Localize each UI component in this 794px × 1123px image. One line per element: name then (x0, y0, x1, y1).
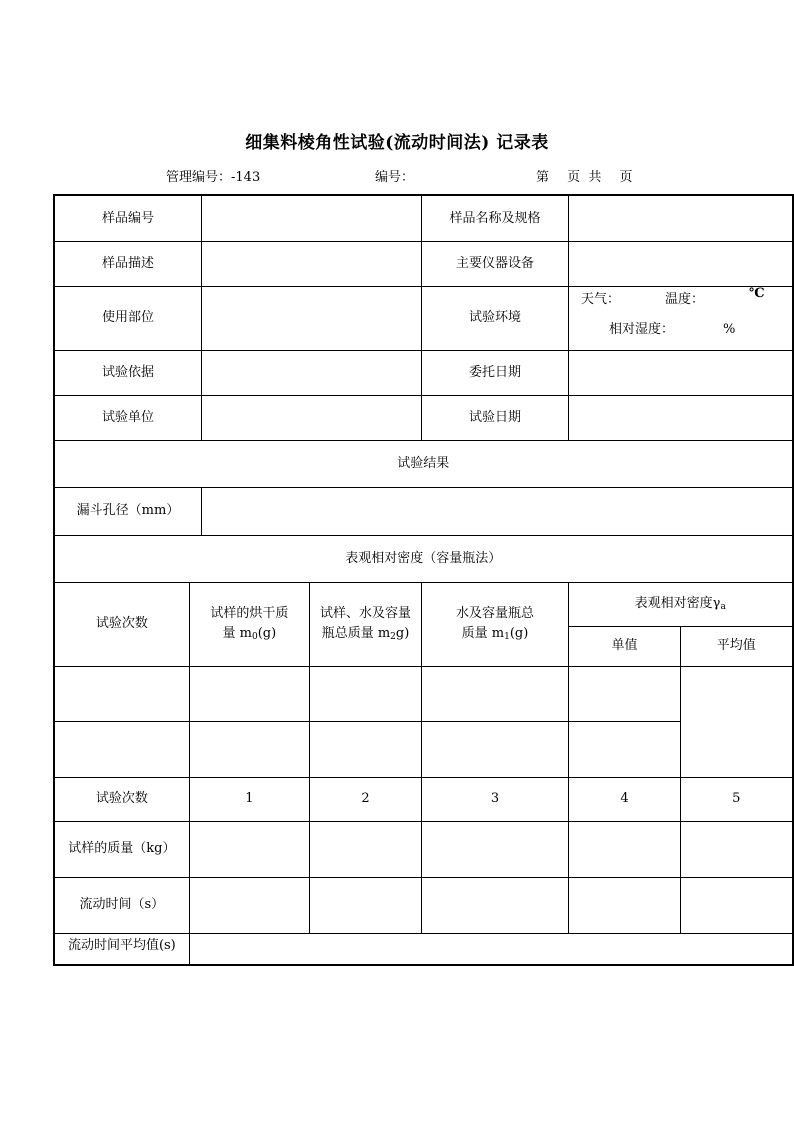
dry-mass-label-3: (g) (257, 625, 277, 641)
density-header-row-1 (54, 582, 793, 626)
flow-time-3[interactable] (422, 877, 569, 933)
basis-label: 试验依据 (54, 350, 202, 395)
sample-mass-3[interactable] (422, 821, 569, 877)
density-row1-single[interactable] (569, 666, 681, 721)
trial-1: 1 (189, 777, 309, 821)
sample-mass-label: 试样的质量（kg） (54, 821, 189, 877)
sample-mass-4[interactable] (569, 821, 681, 877)
total-mass-sub: 2 (390, 631, 396, 642)
density-row1-total-mass[interactable] (310, 666, 422, 721)
test-date-label: 试验日期 (422, 395, 569, 440)
density-row2-total-mass[interactable] (310, 721, 422, 777)
humidity-unit: % (723, 322, 736, 337)
page-count (536, 166, 632, 185)
main-equipment-field[interactable] (569, 241, 793, 286)
density-row2-water-mass[interactable] (422, 721, 569, 777)
flow-time-2[interactable] (310, 877, 422, 933)
temperature-label: 温度： (665, 292, 705, 307)
density-average-field[interactable] (681, 666, 793, 777)
main-equipment-label: 主要仪器设备 (422, 241, 569, 286)
sample-mass-2[interactable] (310, 821, 422, 877)
density-title-row (54, 535, 793, 582)
test-unit-row (54, 395, 793, 440)
sample-mass-1[interactable] (189, 821, 309, 877)
sample-mass-row (54, 821, 793, 877)
management-number-value: -143 (231, 170, 261, 185)
dry-mass-sub: 0 (251, 631, 258, 642)
weather-label: 天气： (581, 292, 621, 307)
usage-row (54, 286, 793, 350)
results-title-row (54, 440, 793, 487)
density-row2-count[interactable] (54, 721, 189, 777)
flow-count-row (54, 777, 793, 821)
sample-no-field[interactable] (202, 195, 422, 241)
flow-time-4[interactable] (569, 877, 681, 933)
apparent-density-sub: a (720, 601, 726, 612)
dry-mass-label-2: 量 m (222, 625, 252, 641)
page-label-4: 页 (619, 170, 633, 185)
sample-name-field[interactable] (569, 195, 793, 241)
single-value-label: 单值 (569, 626, 681, 666)
basis-row (54, 350, 793, 395)
density-row1-water-mass[interactable] (422, 666, 569, 721)
results-title: 试验结果 (54, 440, 793, 487)
management-number-label: 管理编号： (166, 170, 232, 185)
page-label-2: 页 (567, 170, 581, 185)
commission-date-field[interactable] (569, 350, 793, 395)
flow-time-avg-field[interactable] (189, 933, 792, 965)
test-env-field[interactable] (569, 286, 793, 350)
density-row1-dry-mass[interactable] (189, 666, 309, 721)
flow-time-5[interactable] (681, 877, 793, 933)
test-date-field[interactable] (569, 395, 793, 440)
test-env-label: 试验环境 (422, 286, 569, 350)
sample-no-label: 样品编号 (54, 195, 202, 241)
trial-5: 5 (681, 777, 793, 821)
funnel-row (54, 487, 793, 535)
management-number (166, 166, 260, 185)
usage-field[interactable] (202, 286, 422, 350)
total-mass-label-2: 瓶总质量 m (321, 625, 391, 641)
flow-time-1[interactable] (189, 877, 309, 933)
water-mass-label-1: 水及容量瓶总 (455, 606, 534, 621)
test-unit-label: 试验单位 (54, 395, 202, 440)
density-section-title: 表观相对密度（容量瓶法） (54, 535, 793, 582)
sample-name-label: 样品名称及规格 (422, 195, 569, 241)
commission-date-label: 委托日期 (422, 350, 569, 395)
trial-2: 2 (310, 777, 422, 821)
average-value-label: 平均值 (681, 626, 793, 666)
test-unit-field[interactable] (202, 395, 422, 440)
apparent-density-header (569, 582, 793, 626)
serial-number (375, 166, 414, 185)
page-label-1: 第 (536, 170, 550, 185)
sample-desc-row (54, 241, 793, 286)
total-mass-label-3: g) (395, 625, 410, 641)
page-title: 细集料棱角性试验(流动时间法) 记录表 (245, 133, 549, 153)
dry-mass-header (189, 582, 309, 666)
flow-time-label: 流动时间（s） (54, 877, 189, 933)
total-mass-label-1: 试样、水及容量 (319, 606, 411, 621)
humidity-label: 相对湿度： (609, 322, 675, 337)
water-mass-label-3: (g) (509, 625, 529, 641)
water-mass-header (422, 582, 569, 666)
record-table (53, 194, 794, 966)
density-row2-single[interactable] (569, 721, 681, 777)
basis-field[interactable] (202, 350, 422, 395)
page-label-3: 共 (588, 170, 602, 185)
flow-test-count-label: 试验次数 (54, 777, 189, 821)
sample-no-row (54, 195, 793, 241)
density-data-row-1 (54, 666, 793, 721)
sample-desc-label: 样品描述 (54, 241, 202, 286)
temperature-unit: ℃ (749, 286, 765, 301)
funnel-field[interactable] (202, 487, 793, 535)
density-test-count-label: 试验次数 (54, 582, 189, 666)
trial-3: 3 (422, 777, 569, 821)
flow-time-row (54, 877, 793, 933)
flow-time-avg-label: 流动时间平均值(s) (54, 933, 189, 965)
apparent-density-label: 表观相对密度γ (634, 595, 721, 611)
density-row1-count[interactable] (54, 666, 189, 721)
water-mass-label-2: 质量 m (461, 625, 505, 641)
funnel-label: 漏斗孔径（mm） (54, 487, 202, 535)
trial-4: 4 (569, 777, 681, 821)
sample-mass-5[interactable] (681, 821, 793, 877)
usage-label: 使用部位 (54, 286, 202, 350)
dry-mass-label-1: 试样的烘干质 (210, 606, 289, 621)
water-mass-sub: 1 (504, 631, 510, 642)
serial-number-label: 编号： (375, 170, 415, 185)
density-row2-dry-mass[interactable] (189, 721, 309, 777)
total-mass-header (310, 582, 422, 666)
sample-desc-field[interactable] (202, 241, 422, 286)
flow-time-avg-row (54, 933, 793, 965)
